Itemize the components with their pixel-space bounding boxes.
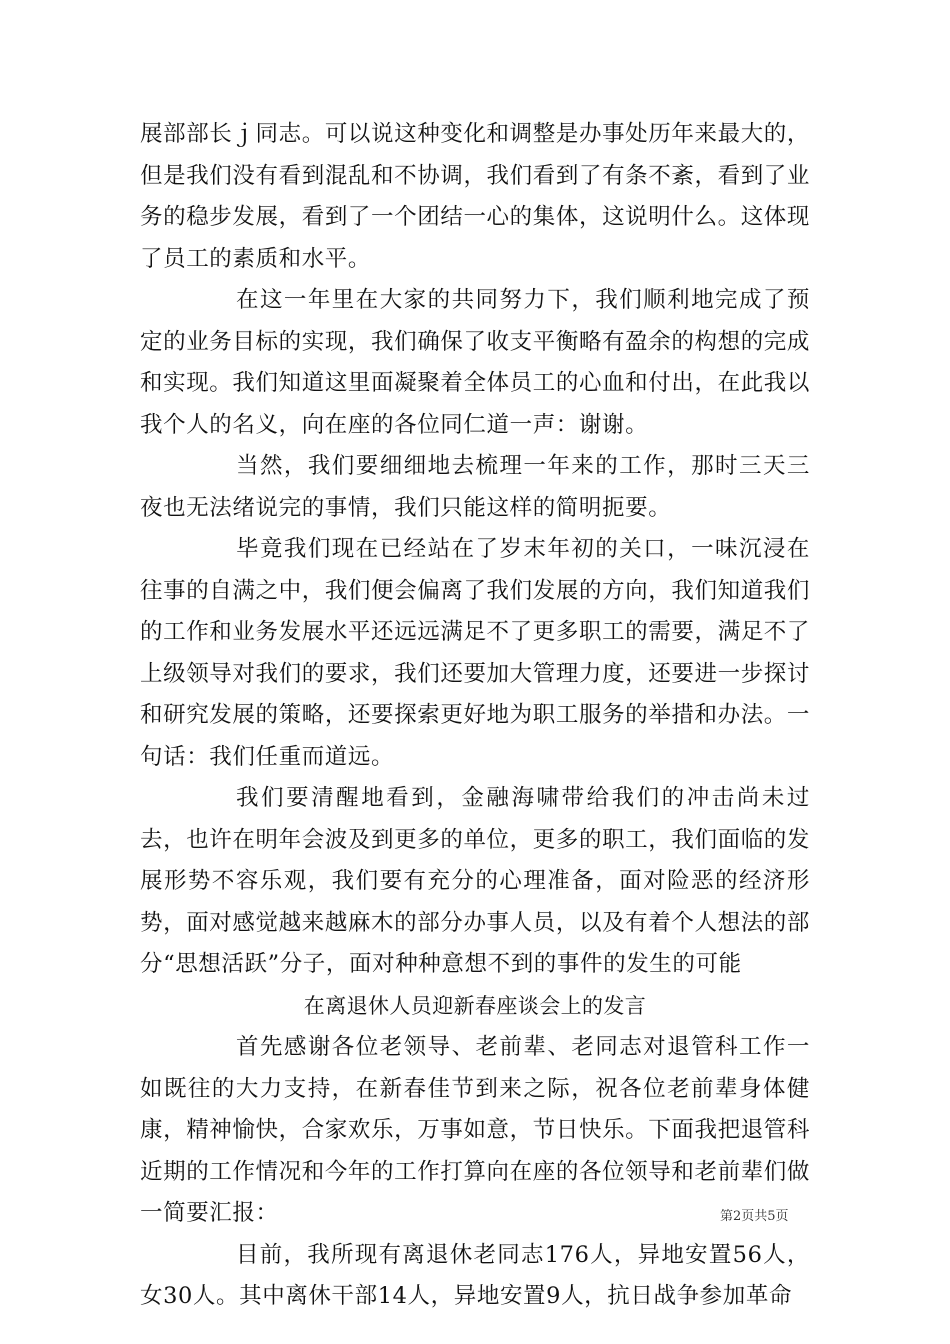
paragraph: 毕竟我们现在已经站在了岁末年初的关口，一味沉浸在往事的自满之中，我们便会偏离了我们发展的方向，我们知道我们的工作和业务发展水平还远远满足不了更多职工的需要，满足不了上级领导对我们的要求，我们还要加大管理力度，还要进一步探讨和研究发展的策略，还要探索更好地为职工服务的举措和办法。一句话：我们任重而道远。 bbox=[140, 536, 810, 770]
paragraph: 我们要清醒地看到，金融海啸带给我们的冲击尚未过去，也许在明年会波及到更多的单位，更多的职工，我们面临的发展形势不容乐观，我们要有充分的心理准备，面对险恶的经济形势，面对感觉越来越麻木的部分办事人员，以及有着个人想法的部分“思想活跃”分子，面对种种意想不到的事件的发生的可能 bbox=[140, 785, 810, 977]
paragraph: 目前，我所现有离退休老同志176人，异地安置56人，女30人。其中离休干部14人，异地安置9人，抗日战争参加革命 bbox=[140, 1241, 810, 1309]
paragraph: 首先感谢各位老领导、老前辈、老同志对退管科工作一如既往的大力支持，在新春佳节到来之际，祝各位老前辈身体健康，精神愉快，合家欢乐，万事如意，节日快乐。下面我把退管科近期的工作情况和今年的工作打算向在座的各位领导和老前辈们做一简要汇报： bbox=[140, 1034, 810, 1226]
paragraph: 展部部长ｊ同志。可以说这种变化和调整是办事处历年来最大的，但是我们没有看到混乱和不协调，我们看到了有条不紊，看到了业务的稳步发展，看到了一个团结一心的集体，这说明什么。这体现了员工的素质和水平。 bbox=[140, 121, 810, 272]
paragraph: 在这一年里在大家的共同努力下，我们顺利地完成了预定的业务目标的实现，我们确保了收支平衡略有盈余的构想的完成和实现。我们知道这里面凝聚着全体员工的心血和付出，在此我以我个人的名义，向在座的各位同仁道一声：谢谢。 bbox=[140, 287, 810, 438]
section-heading: 在离退休人员迎新春座谈会上的发言 bbox=[303, 993, 647, 1018]
page-number: 第2页共5页 bbox=[720, 1209, 789, 1224]
body-text bbox=[140, 114, 810, 1318]
paragraph: 当然，我们要细细地去梳理一年来的工作，那时三天三夜也无法绪说完的事情，我们只能这样的简明扼要。 bbox=[140, 453, 810, 521]
